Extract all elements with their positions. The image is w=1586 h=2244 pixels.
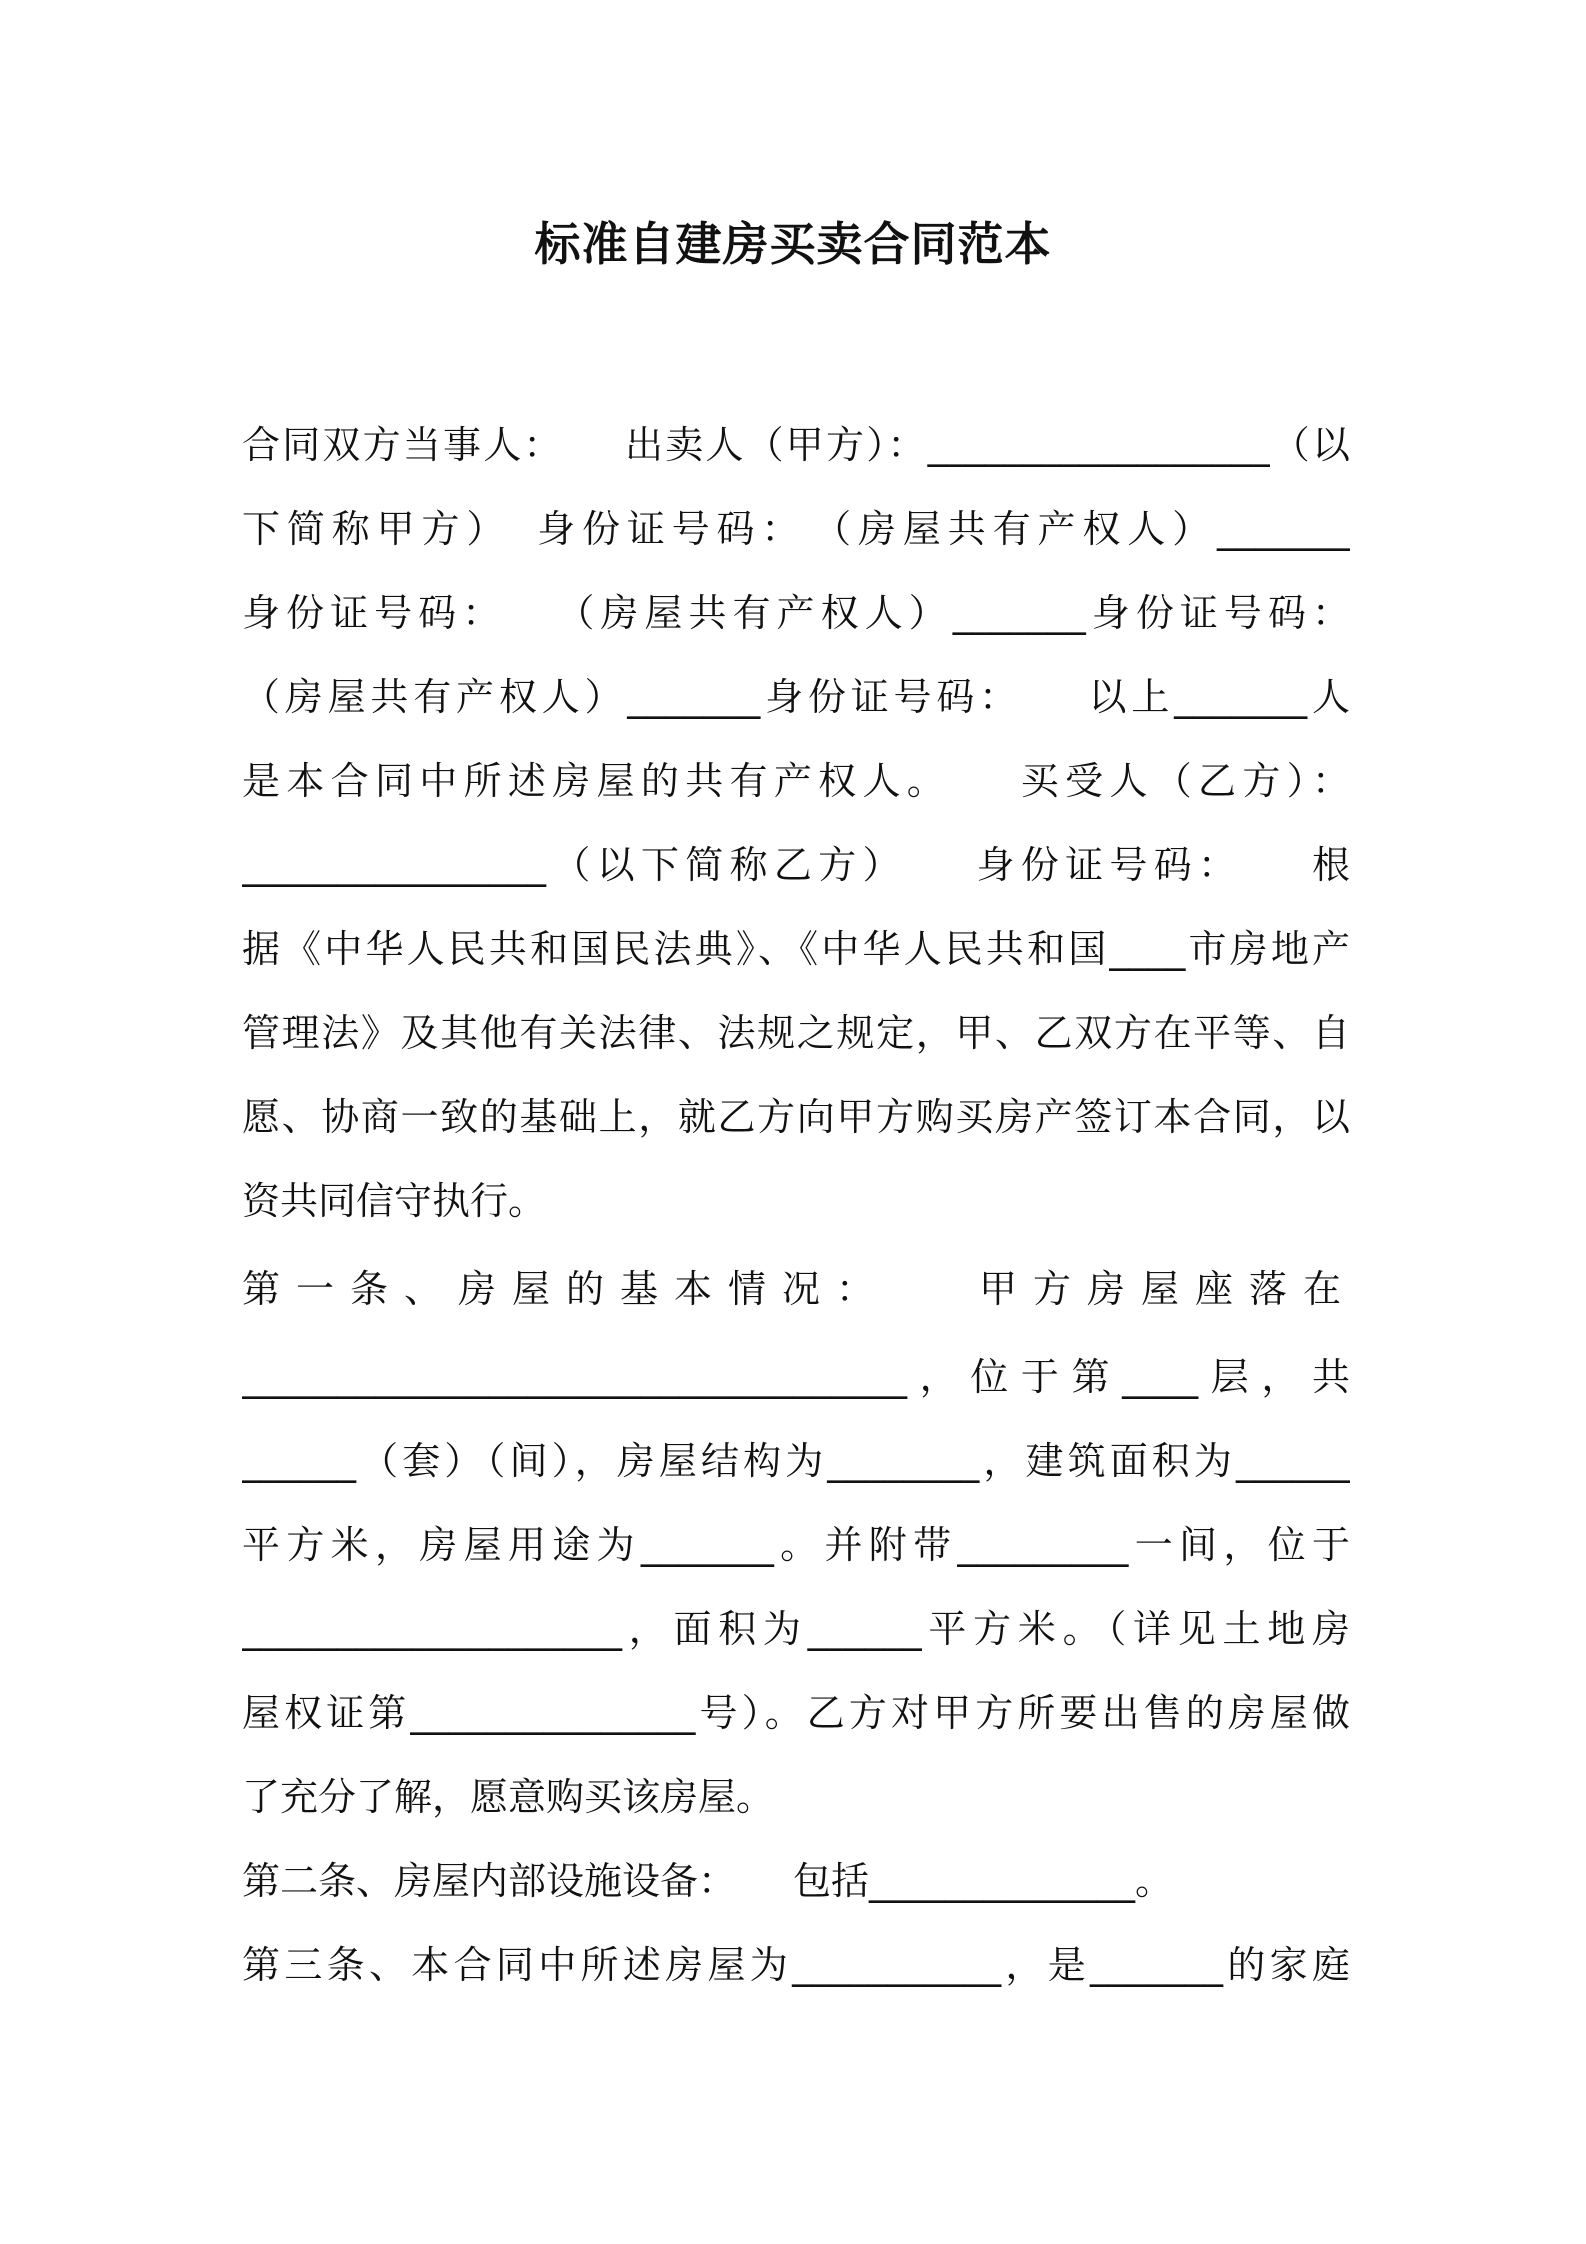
contract-line: 资共同信守执行。: [242, 1179, 547, 1223]
contract-line: 管理法》及其他有关法律、法规之规定，甲、乙双方在平等、自: [242, 1011, 1350, 1055]
contract-line: 合同双方当事人： 出卖人（甲方）：__________________（以: [242, 423, 1350, 467]
contract-line: ______（套）（间），房屋结构为________，建筑面积为______: [242, 1439, 1350, 1483]
article-heading-line: 第三条、本合同中所述房屋为___________，是_______的家庭: [242, 1943, 1350, 1987]
contract-body: [242, 403, 1350, 2007]
contract-line: 屋权证第_______________号）。乙方对甲方所要出售的房屋做: [242, 1691, 1350, 1735]
article-heading-line: 第一条、房屋的基本情况： 甲方房屋座落在: [242, 1267, 1350, 1311]
contract-line: 了充分了解，愿意购买该房屋。: [242, 1775, 775, 1819]
contract-line: （房屋共有产权人）_______身份证号码： 以上_______人: [242, 675, 1350, 719]
contract-line: 愿、协商一致的基础上，就乙方向甲方购买房产签订本合同，以: [242, 1095, 1350, 1139]
document-title: 标准自建房买卖合同范本: [534, 217, 1052, 271]
contract-line: 下简称甲方） 身份证号码： （房屋共有产权人）_______: [242, 507, 1350, 551]
contract-line: 据《中华人民共和国民法典》、《中华人民共和国____市房地产: [242, 927, 1350, 971]
contract-line: ________________（以下简称乙方） 身份证号码： 根: [242, 843, 1350, 887]
contract-line: ___________________________________，位于第____层，共: [242, 1355, 1350, 1399]
article-heading-line: 第二条、房屋内部设施设备： 包括______________。: [242, 1859, 1174, 1903]
contract-line: 平方米，房屋用途为_______。并附带_________一间，位于: [242, 1523, 1350, 1567]
contract-line: 身份证号码： （房屋共有产权人）_______身份证号码：: [242, 591, 1350, 635]
contract-line: 是本合同中所述房屋的共有产权人。 买受人（乙方）：: [242, 759, 1350, 803]
contract-line: ____________________，面积为______平方米。（详见土地房: [242, 1607, 1350, 1651]
